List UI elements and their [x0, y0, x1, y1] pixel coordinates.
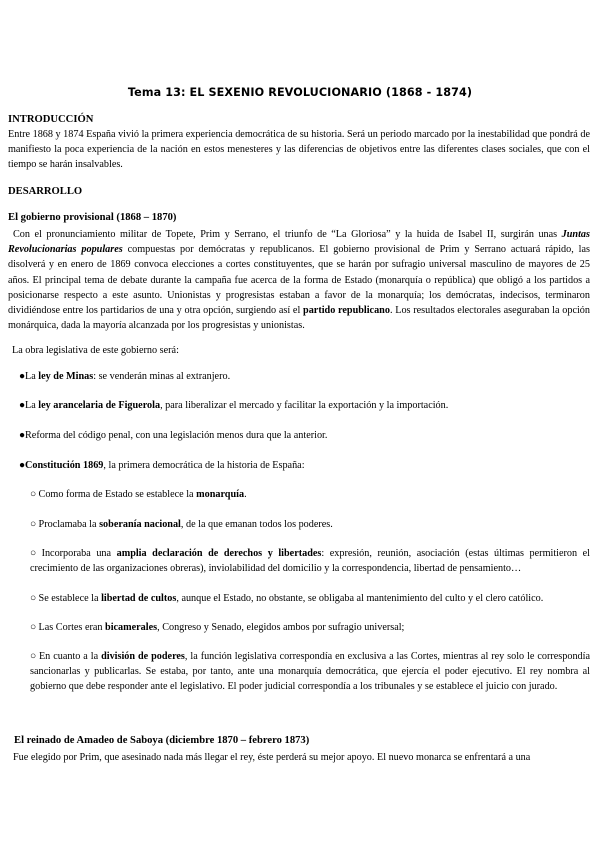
provisional-heading: El gobierno provisional (1868 – 1870) [8, 212, 177, 223]
bullet-text: La [25, 371, 39, 382]
sub-marker: ○ [30, 593, 37, 604]
p1-text-a: Con el pronunciamiento militar de Topete, Prim y Serrano, el triunfo de “La Gloriosa” y la huida de Isabel II, surgirán unas [13, 229, 562, 240]
document-title: Tema 13: EL SEXENIO REVOLUCIONARIO (1868 - 1874) [127, 86, 473, 99]
bullet-text: , la primera democrática de la historia de España: [103, 460, 305, 471]
sub-marker: ○ [30, 622, 37, 633]
bullet-item [19, 428, 327, 443]
sub-text: , aunque el Estado, no obstante, se obligaba al mantenimiento del culto y el clero católico. [176, 593, 544, 604]
sub-marker: ○ [30, 651, 37, 662]
sub-item [30, 487, 590, 502]
sub-text: Proclamaba la [38, 519, 100, 530]
bullet-bold: ley arancelaria de Figuerola [38, 400, 161, 411]
p1-bold-partido: partido republicano [303, 305, 390, 317]
bullet-marker: ● [19, 460, 26, 471]
sub-text: Las Cortes eran [38, 622, 106, 633]
sub-text: Incorporaba una [41, 548, 117, 559]
sub-text: , de la que emanan todos los poderes. [180, 519, 333, 530]
bullet-text: Reforma del código penal, con una legislación menos dura que la anterior. [25, 430, 328, 441]
sub-item [30, 649, 590, 695]
provisional-paragraph [8, 227, 590, 333]
sub-item [30, 620, 590, 635]
p1-bold-juntas: Juntas Revolucionarias populares [8, 229, 590, 256]
sub-text: . [244, 489, 247, 500]
amadeo-heading: El reinado de Amadeo de Saboya (diciembre 1870 – febrero 1873) [14, 735, 310, 746]
development-heading: DESARROLLO [8, 186, 83, 197]
sub-bold: libertad de cultos [101, 593, 177, 604]
sub-text: Se establece la [38, 593, 102, 604]
bullet-text: : se venderán minas al extranjero. [93, 371, 231, 382]
sub-text: , la función legislativa correspondía en exclusiva a las Cortes, mientras al rey solo le correspondía sancionarlas y publicarlas. Se estaba, por tanto, ante una monarquía democrática, que ejercía el poder ejecutivo. El rey nombra al gobierno que debe responder ante el legislativo. El poder judicial correspondía a los tribunales y se establece el juicio con jurado. [30, 651, 591, 693]
sub-bold: monarquía [196, 489, 245, 500]
sub-marker: ○ [30, 519, 37, 530]
intro-paragraph: Entre 1868 y 1874 España vivió la primera experiencia democrática de su historia. Será un periodo marcado por la inestabilidad que pondrá de manifiesto la poca experiencia de la nación en estos menesteres y las diferencias de objetivos entre las diferentes clases sociales, que con el tiempo se harán insalvables. [8, 129, 590, 171]
sub-bold: amplia declaración de derechos y libertades [116, 548, 322, 559]
sub-item [30, 591, 590, 606]
sub-text: , Congreso y Senado, elegidos ambos por sufragio universal; [157, 622, 405, 633]
bullet-marker: ● [19, 371, 26, 382]
intro-heading: INTRODUCCIÓN [8, 114, 94, 125]
sub-text: : expresión, reunión, asociación (estas últimas permitieron el crecimiento de las organizaciones obreras), inviolabilidad del domicilio y la correspondencia, libertad de pensamiento… [30, 548, 590, 575]
sub-item [30, 546, 590, 576]
sub-marker: ○ [30, 548, 37, 559]
sub-bold: bicamerales [105, 622, 158, 633]
sub-bold: soberanía nacional [99, 519, 181, 530]
sub-marker: ○ [30, 489, 37, 500]
bullet-item [19, 398, 448, 413]
bullet-bold: Constitución 1869 [25, 460, 104, 471]
bullet-bold: ley de Minas [38, 371, 94, 382]
p1-text-e: . Los resultados electorales aseguraban la opción monárquica, dada la mayoría alcanzada por los progresistas y unionistas. [8, 305, 590, 332]
legislative-intro: La obra legislativa de este gobierno será: [12, 345, 179, 356]
sub-item [30, 517, 590, 532]
bullet-marker: ● [19, 430, 26, 441]
bullet-item [19, 458, 305, 473]
sub-bold: división de poderes [101, 651, 185, 662]
sub-text: Como forma de Estado se establece la [38, 489, 197, 500]
amadeo-paragraph: Fue elegido por Prim, que asesinado nada más llegar el rey, éste perderá su mejor apoyo. El nuevo monarca se enfrentará a una [13, 752, 531, 763]
bullet-text: , para liberalizar el mercado y facilitar la exportación y la importación. [160, 400, 449, 411]
sub-text: En cuanto a la [38, 651, 102, 662]
bullet-text: La [25, 400, 39, 411]
p1-text-c: compuestas por demócratas y republicanos. El gobierno provisional de Prim y Serrano actuará rápido, las disolverá y en enero de 1869 convoca elecciones a cortes constituyentes, que se harán por sufragio universal masculino de mayores de 25 años. El principal tema de debate durante la campaña fue acerca de la forma de Estado (monarquía o república) que obligó a los partidos a posicionarse respecto a este asunto. Unionistas y progresistas estaban a favor de la monarquía; los demócratas, indecisos, terminaron dividiéndose entre los partidarios de una y otra opción, surgiendo así el [8, 244, 591, 317]
bullet-marker: ● [19, 400, 26, 411]
bullet-item [19, 369, 230, 384]
